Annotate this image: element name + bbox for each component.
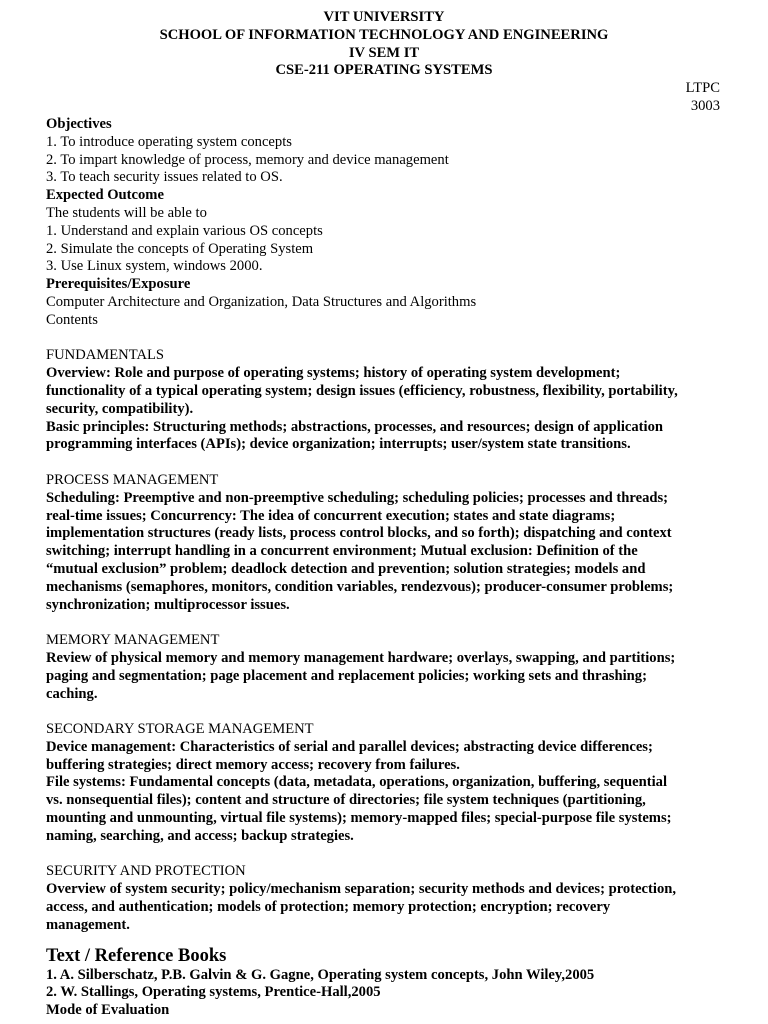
- section-line: Basic principles: Structuring methods; abstractions, processes, and resources; design of application: [46, 418, 664, 435]
- objective-item: 3. To teach security issues related to OS.: [46, 169, 283, 186]
- section-line: naming, searching, and access; backup strategies.: [46, 827, 354, 844]
- section-title: FUNDAMENTALS: [46, 347, 165, 364]
- section-line: Scheduling: Preemptive and non-preemptive scheduling; scheduling policies; processes and threads;: [46, 489, 669, 506]
- course-title: CSE-211 OPERATING SYSTEMS: [275, 62, 493, 79]
- school-name: SCHOOL OF INFORMATION TECHNOLOGY AND ENGINEERING: [159, 26, 609, 43]
- section-line: caching.: [46, 685, 98, 702]
- objective-item: 2. To impart knowledge of process, memory and device management: [46, 151, 449, 168]
- ltpc-value: 3003: [690, 97, 720, 114]
- prerequisites-text: Computer Architecture and Organization, Data Structures and Algorithms: [46, 293, 477, 310]
- section-line: “mutual exclusion” problem; deadlock detection and prevention; solution strategies; models and: [46, 560, 646, 577]
- section-line: functionality of a typical operating system; design issues (efficiency, robustness, flexibility, portability,: [46, 382, 678, 399]
- books-heading: Text / Reference Books: [46, 945, 227, 966]
- section-line: buffering strategies; direct memory access; recovery from failures.: [46, 756, 460, 773]
- section-line: Overview: Role and purpose of operating systems; history of operating system development;: [46, 365, 621, 382]
- book-item: 2. W. Stallings, Operating systems, Prentice-Hall,2005: [46, 984, 381, 1001]
- section-line: vs. nonsequential files); content and structure of directories; file system techniques (partitioning,: [46, 792, 646, 809]
- section-title: MEMORY MANAGEMENT: [46, 632, 220, 649]
- section-line: synchronization; multiprocessor issues.: [46, 596, 290, 613]
- section-title: SECONDARY STORAGE MANAGEMENT: [46, 721, 314, 738]
- syllabus-body: [46, 116, 726, 1020]
- outcome-intro: The students will be able to: [46, 204, 207, 221]
- section-line: Review of physical memory and memory management hardware; overlays, swapping, and partitions;: [46, 649, 676, 666]
- book-item: 1. A. Silberschatz, P.B. Galvin & G. Gagne, Operating system concepts, John Wiley,2005: [46, 966, 595, 983]
- outcome-item: 3. Use Linux system, windows 2000.: [46, 258, 263, 275]
- section-line: Overview of system security; policy/mechanism separation; security methods and devices; protection,: [46, 881, 677, 898]
- section-line: programming interfaces (APIs); device organization; interrupts; user/system state transitions.: [46, 436, 631, 453]
- semester-label: IV SEM IT: [348, 44, 420, 61]
- section-line: security, compatibility).: [46, 400, 194, 417]
- ltpc-label: LTPC: [685, 80, 720, 96]
- objectives-heading: Objectives: [46, 116, 112, 132]
- document-header: [0, 9, 768, 80]
- ltpc-block: [686, 80, 720, 116]
- prerequisites-heading: Prerequisites/Exposure: [46, 276, 191, 293]
- section-title: SECURITY AND PROTECTION: [46, 863, 246, 880]
- section-line: paging and segmentation; page placement and replacement policies; working sets and thrashing;: [46, 667, 647, 684]
- section-title: PROCESS MANAGEMENT: [46, 471, 219, 488]
- university-name: VIT UNIVERSITY: [323, 9, 445, 25]
- section-line: switching; interrupt handling in a concurrent environment; Mutual exclusion: Definition of the: [46, 543, 638, 560]
- outcome-heading: Expected Outcome: [46, 187, 164, 204]
- outcome-item: 1. Understand and explain various OS concepts: [46, 222, 323, 239]
- section-line: management.: [46, 916, 130, 933]
- section-line: access, and authentication; models of protection; memory protection; encryption; recovery: [46, 899, 611, 916]
- section-line: mechanisms (semaphores, monitors, condition variables, rendezvous); producer-consumer problems;: [46, 578, 674, 595]
- section-line: File systems: Fundamental concepts (data, metadata, operations, organization, buffering, sequential: [46, 774, 668, 791]
- outcome-item: 2. Simulate the concepts of Operating System: [46, 240, 314, 257]
- section-line: Device management: Characteristics of serial and parallel devices; abstracting device differences;: [46, 738, 653, 755]
- section-line: real-time issues; Concurrency: The idea of concurrent execution; states and state diagrams;: [46, 507, 616, 524]
- objective-item: 1. To introduce operating system concepts: [46, 133, 292, 150]
- section-line: mounting and unmounting, virtual file systems); memory-mapped files; special-purpose file systems;: [46, 810, 672, 827]
- evaluation-label: Mode of Evaluation: [46, 1002, 170, 1019]
- section-line: implementation structures (ready lists, process control blocks, and so forth); dispatching and context: [46, 525, 672, 542]
- contents-label: Contents: [46, 311, 98, 328]
